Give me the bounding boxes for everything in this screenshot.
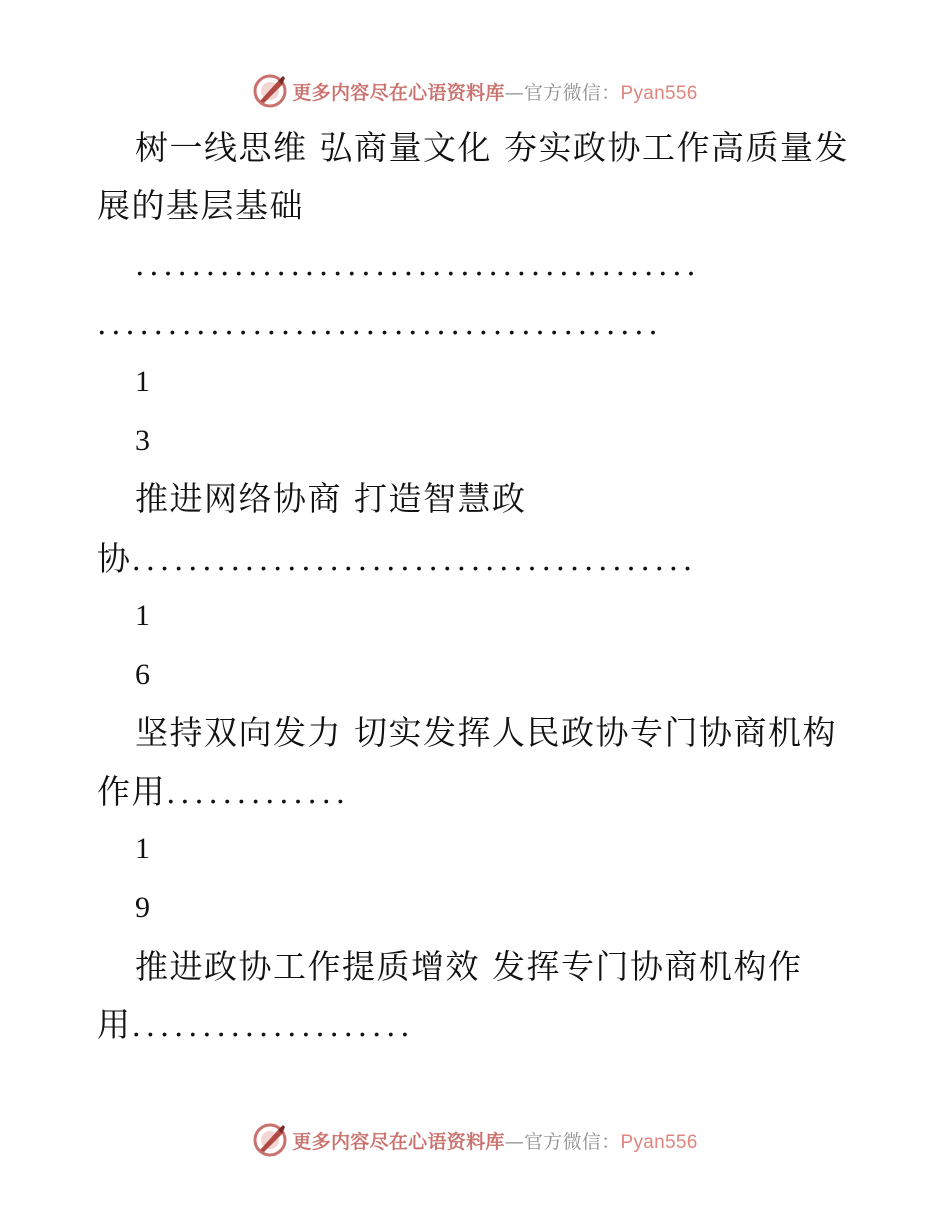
toc-entry-1-leader-line2: ........................................: [97, 307, 663, 342]
toc-entry-3-title-line2-text: 作用: [97, 772, 166, 811]
toc-entry-1-page-part2: 3: [135, 424, 152, 457]
toc-entry-2-leader: ........................................: [131, 543, 697, 578]
toc-entry-2-title-line2: [97, 539, 697, 581]
toc-entry-4-title-line2: [97, 1005, 414, 1047]
toc-entry-2-title-line1: 推进网络协商 打造智慧政: [135, 479, 527, 518]
watermark-official-label: 官方微信：: [524, 81, 621, 104]
toc-entry-4-title-line2-text: 用: [97, 1005, 132, 1044]
toc-entry-1-title-line1: 树一线思维 弘商量文化 夯实政协工作高质量发: [135, 128, 849, 167]
toc-entry-3-title-line2: [97, 772, 350, 814]
watermark-dash: —: [504, 81, 524, 104]
watermark-prefix: 更多内容尽在心语资料库: [292, 81, 505, 104]
toc-entry-1-title-line2: 展的基层基础: [97, 186, 304, 225]
toc-entry-2-page-part2: 6: [135, 658, 152, 691]
pen-logo-icon: [252, 1122, 288, 1158]
watermark-account: Pyan556: [620, 1131, 698, 1153]
toc-entry-3-page-part2: 9: [135, 891, 152, 924]
toc-entry-3-page-part1: 1: [135, 832, 152, 865]
footer-watermark: [0, 1120, 950, 1160]
pen-logo-icon: [252, 73, 288, 109]
watermark-dash: —: [504, 1130, 524, 1153]
toc-entry-1-page-part1: 1: [135, 365, 152, 398]
header-watermark: [0, 71, 950, 111]
watermark-official-label: 官方微信：: [524, 1130, 621, 1153]
toc-entry-4-leader: ....................: [131, 1009, 415, 1044]
watermark-prefix: 更多内容尽在心语资料库: [292, 1130, 505, 1153]
toc-entry-2-page-part1: 1: [135, 599, 152, 632]
toc-entry-4-title-line1: 推进政协工作提质增效 发挥专门协商机构作: [135, 947, 803, 986]
toc-entry-3-title-line1: 坚持双向发力 切实发挥人民政协专门协商机构: [135, 713, 837, 752]
watermark-account: Pyan556: [620, 82, 698, 104]
toc-entry-2-title-line2-text: 协: [97, 539, 132, 578]
toc-entry-1-leader-line1: ........................................: [135, 248, 701, 283]
toc-entry-3-leader: .............: [166, 776, 350, 811]
